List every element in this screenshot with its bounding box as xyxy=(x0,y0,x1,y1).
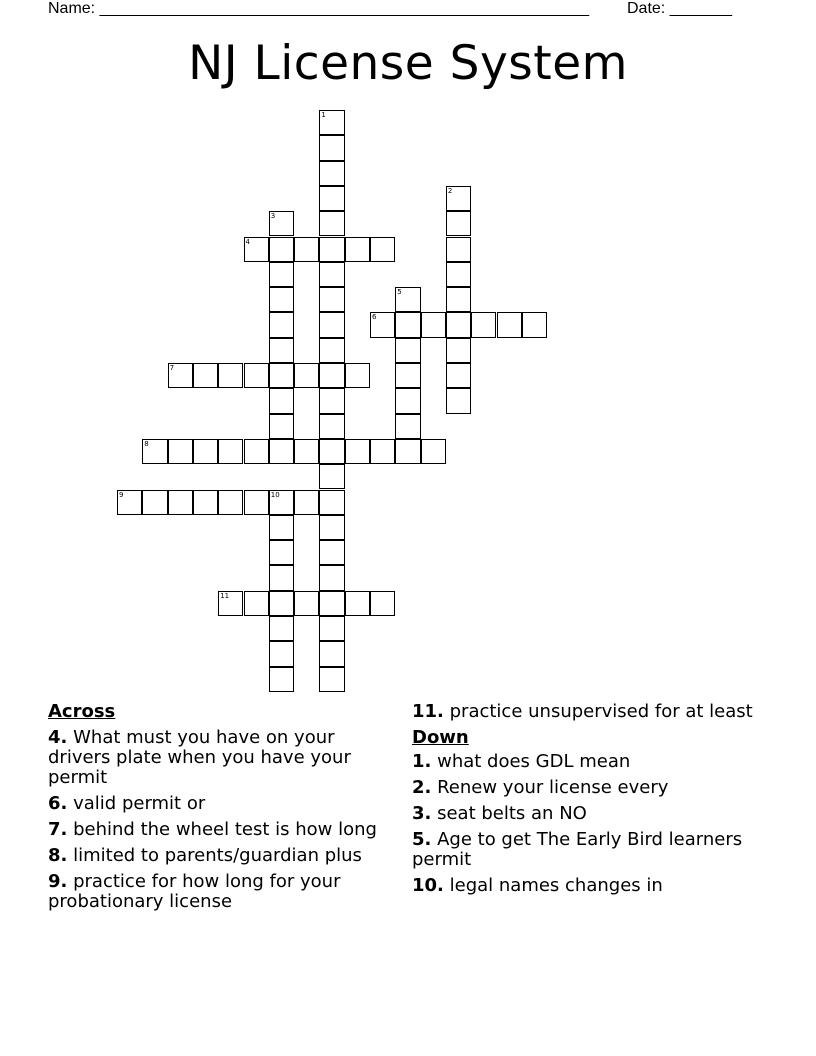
crossword-cell[interactable] xyxy=(269,641,294,666)
crossword-cell[interactable] xyxy=(319,641,344,666)
crossword-cell[interactable] xyxy=(269,262,294,287)
crossword-cell[interactable] xyxy=(294,237,319,262)
crossword-cell[interactable] xyxy=(294,363,319,388)
crossword-cell[interactable] xyxy=(218,591,243,616)
crossword-cell[interactable] xyxy=(218,439,243,464)
crossword-cell[interactable] xyxy=(269,237,294,262)
crossword-cell[interactable] xyxy=(319,363,344,388)
crossword-cell[interactable] xyxy=(269,414,294,439)
crossword-cell[interactable] xyxy=(370,439,395,464)
cell-number: 4 xyxy=(245,237,250,246)
crossword-cell[interactable] xyxy=(319,388,344,413)
crossword-cell[interactable] xyxy=(421,312,446,337)
crossword-cell[interactable] xyxy=(269,515,294,540)
cell-number: 1 xyxy=(321,111,326,119)
crossword-cell[interactable] xyxy=(395,388,420,413)
crossword-cell[interactable] xyxy=(269,540,294,565)
clue-down-1: 1. what does GDL mean xyxy=(412,751,631,772)
crossword-cell[interactable] xyxy=(446,388,471,413)
crossword-cell[interactable] xyxy=(345,237,370,262)
crossword-cell[interactable] xyxy=(395,287,420,312)
crossword-cell[interactable] xyxy=(117,490,142,515)
clue-down-5: 5. Age to get The Early Bird learners permit xyxy=(412,829,743,870)
clue-down-2: 2. Renew your license every xyxy=(412,777,669,798)
crossword-cell[interactable] xyxy=(269,616,294,641)
crossword-cell[interactable] xyxy=(269,338,294,363)
clues-right-column xyxy=(412,702,757,902)
crossword-cell[interactable] xyxy=(319,490,344,515)
crossword-cell[interactable] xyxy=(244,591,269,616)
crossword-cell[interactable] xyxy=(446,237,471,262)
crossword-cell[interactable] xyxy=(319,211,344,236)
cell-number: 11 xyxy=(220,591,230,600)
crossword-cell[interactable] xyxy=(142,490,167,515)
crossword-cell[interactable] xyxy=(319,616,344,641)
clue-across-4: 4. What must you have on your drivers plate when you have your permit xyxy=(48,727,351,788)
crossword-cell[interactable] xyxy=(294,439,319,464)
crossword-cell[interactable] xyxy=(319,414,344,439)
crossword-cell[interactable] xyxy=(319,287,344,312)
crossword-cell[interactable] xyxy=(319,540,344,565)
cell-number: 3 xyxy=(270,212,276,221)
crossword-cell[interactable] xyxy=(395,439,420,464)
crossword-cell[interactable] xyxy=(294,591,319,616)
crossword-cell[interactable] xyxy=(446,312,471,337)
crossword-cell[interactable] xyxy=(471,312,496,337)
crossword-cell[interactable] xyxy=(269,388,294,413)
crossword-cell[interactable] xyxy=(319,667,344,692)
crossword-cell[interactable] xyxy=(446,363,471,388)
crossword-cell[interactable] xyxy=(244,439,269,464)
crossword-cell[interactable] xyxy=(269,363,294,388)
crossword-cell[interactable] xyxy=(446,211,471,236)
cell-number: 7 xyxy=(169,364,175,372)
crossword-cell[interactable] xyxy=(421,439,446,464)
crossword-cell[interactable] xyxy=(218,363,243,388)
crossword-cell[interactable] xyxy=(395,338,420,363)
crossword-cell[interactable] xyxy=(142,439,167,464)
crossword-cell[interactable] xyxy=(319,135,344,160)
crossword-cell[interactable] xyxy=(446,338,471,363)
clue-across-9: 9. practice for how long for your probationary license xyxy=(48,871,341,912)
crossword-cell[interactable] xyxy=(168,490,193,515)
crossword-cell[interactable] xyxy=(345,363,370,388)
cell-number: 5 xyxy=(397,288,402,297)
crossword-cell[interactable] xyxy=(269,490,294,515)
crossword-cell[interactable] xyxy=(395,414,420,439)
crossword-cell[interactable] xyxy=(319,262,344,287)
puzzle-title: NJ License System xyxy=(188,36,628,91)
clue-down-10: 10. legal names changes in xyxy=(412,875,663,896)
crossword-cell[interactable] xyxy=(269,667,294,692)
crossword-cell[interactable] xyxy=(497,312,522,337)
crossword-cell[interactable] xyxy=(319,237,344,262)
date-field: Date: _______ xyxy=(627,0,732,17)
down-heading: Down xyxy=(412,727,469,748)
crossword-cell[interactable] xyxy=(345,591,370,616)
cell-number: 2 xyxy=(447,186,453,195)
crossword-cell[interactable] xyxy=(446,186,471,211)
crossword-cell[interactable] xyxy=(395,312,420,337)
crossword-cell[interactable] xyxy=(370,312,395,337)
crossword-cell[interactable] xyxy=(269,565,294,590)
across-heading: Across xyxy=(48,701,116,722)
clue-across-11: 11. practice unsupervised for at least xyxy=(412,701,753,722)
crossword-cell[interactable] xyxy=(193,439,218,464)
crossword-cell[interactable] xyxy=(370,237,395,262)
crossword-cell[interactable] xyxy=(319,161,344,186)
cell-number: 6 xyxy=(372,313,377,322)
clue-across-7: 7. behind the wheel test is how long xyxy=(48,819,377,840)
crossword-cell[interactable] xyxy=(370,591,395,616)
clues-left-column xyxy=(48,702,393,918)
crossword-cell[interactable] xyxy=(168,439,193,464)
clue-across-6: 6. valid permit or xyxy=(48,793,206,814)
crossword-cell[interactable] xyxy=(218,490,243,515)
crossword-cell[interactable] xyxy=(319,110,344,135)
clue-across-8: 8. limited to parents/guardian plus xyxy=(48,845,362,866)
cell-number: 9 xyxy=(119,490,124,499)
crossword-cell[interactable] xyxy=(395,363,420,388)
crossword-cell[interactable] xyxy=(319,338,344,363)
crossword-cell[interactable] xyxy=(269,287,294,312)
crossword-cell[interactable] xyxy=(446,287,471,312)
clue-down-3: 3. seat belts an NO xyxy=(412,803,587,824)
crossword-cell[interactable] xyxy=(319,464,344,489)
crossword-cell[interactable] xyxy=(244,490,269,515)
crossword-cell[interactable] xyxy=(319,312,344,337)
crossword-cell[interactable] xyxy=(319,186,344,211)
crossword-cell[interactable] xyxy=(319,439,344,464)
crossword-cell[interactable] xyxy=(193,363,218,388)
crossword-cell[interactable] xyxy=(522,312,547,337)
cell-number: 10 xyxy=(270,490,280,499)
crossword-cell[interactable] xyxy=(269,591,294,616)
crossword-cell[interactable] xyxy=(319,515,344,540)
crossword-cell[interactable] xyxy=(345,439,370,464)
cell-number: 8 xyxy=(144,439,149,448)
name-field: Name: _______________________________________________________ xyxy=(48,0,589,17)
crossword-cell[interactable] xyxy=(269,211,294,236)
crossword-cell[interactable] xyxy=(244,363,269,388)
crossword-cell[interactable] xyxy=(294,490,319,515)
crossword-cell[interactable] xyxy=(193,490,218,515)
crossword-cell[interactable] xyxy=(168,363,193,388)
crossword-cell[interactable] xyxy=(269,439,294,464)
crossword-cell[interactable] xyxy=(446,262,471,287)
crossword-cell[interactable] xyxy=(244,237,269,262)
crossword-cell[interactable] xyxy=(319,591,344,616)
crossword-cell[interactable] xyxy=(319,565,344,590)
crossword-cell[interactable] xyxy=(269,312,294,337)
